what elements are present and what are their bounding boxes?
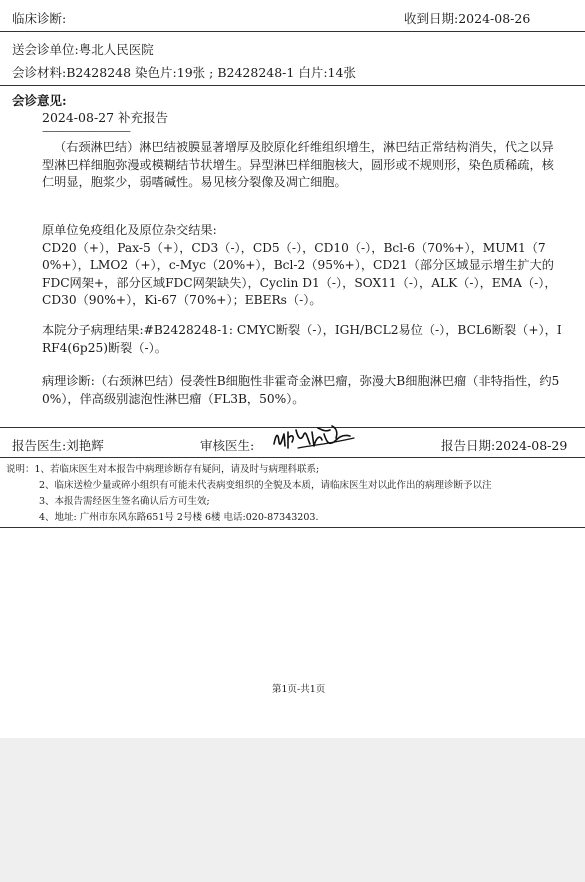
note-item: 说明：1、若临床医生对本报告中病理诊断存有疑问，请及时与病理科联系; <box>6 464 320 475</box>
divider <box>0 457 585 458</box>
ihc-section <box>42 222 562 310</box>
note-item: 2、临床送检少量或碎小组织有可能未代表病变组织的全貌及本质，请临床医生对以此作出的病理诊断予以注 <box>39 480 492 491</box>
molecular-results: 本院分子病理结果:#B2428248-1: CMYC断裂（-），IGH/BCL2易位（-），BCL6断裂（+），IRF4(6p25)断裂（-）。 <box>42 323 562 355</box>
opinion-label: 会诊意见: <box>12 93 67 108</box>
molecular-section <box>42 322 562 357</box>
report-notes <box>6 462 585 526</box>
divider <box>0 85 585 86</box>
note-item: 4、地址: 广州市东风东路651号 2号楼 6楼 电话:020-87343203. <box>39 512 319 523</box>
report-date: 报告日期:2024-08-29 <box>441 438 568 453</box>
submission-unit: 送会诊单位:粤北人民医院 <box>12 42 154 57</box>
reporting-doctor: 报告医生:刘艳辉 <box>12 438 104 453</box>
diagnosis-section <box>42 373 562 408</box>
clinical-diagnosis-label: 临床诊断: <box>12 11 67 26</box>
handwritten-signature <box>268 420 360 456</box>
pathology-diagnosis: 病理诊断:（右颈淋巴结）侵袭性B细胞性非霍奇金淋巴瘤，弥漫大B细胞淋巴瘤（非特指性，约50%），伴高级别滤泡性淋巴瘤（FL3B，50%）。 <box>42 374 560 406</box>
note-item: 3、本报告需经医生签名确认后方可生效; <box>39 496 210 507</box>
submission-materials: 会诊材料:B2428248 染色片:19张 ; B2428248-1 白片:14张 <box>12 65 356 80</box>
separator-dashes: ———————— <box>42 124 130 138</box>
viewer-background <box>0 738 585 882</box>
divider <box>0 527 585 528</box>
morphology-text: （右颈淋巴结）淋巴结被膜显著增厚及胶原化纤维组织增生，淋巴结正常结构消失，代之以异型淋巴样细胞弥漫或模糊结节状增生。异型淋巴样细胞核大，圆形或不规则形，染色质稀疏，核仁明显，胞浆少，弱嗜碱性。易见核分裂像及凋亡细胞。 <box>42 140 554 190</box>
supplement-report-line: 2024-08-27 补充报告 <box>42 110 169 125</box>
divider <box>0 31 585 32</box>
ihc-results: CD20（+），Pax-5（+），CD3（-），CD5（-），CD10（-），Bcl-6（70%+），MUM1（70%+），LMO2（+），c-Myc（20%+），Bcl-2（95%+），CD21（部分区域显示增生扩大的FDC网架+，部分区域FDC网架缺失），Cyclin D1（-），SOX11（-），ALK（-），EMA（-），CD30（90%+），Ki-67（70%+）；EBERs（-）。 <box>42 240 557 308</box>
morphology-description <box>42 139 564 192</box>
reviewing-doctor-label: 审核医生: <box>200 438 255 453</box>
page-number: 第1页-共1页 <box>272 684 326 695</box>
received-date: 收到日期:2024-08-26 <box>404 11 531 26</box>
ihc-title: 原单位免疫组化及原位杂交结果: <box>42 223 217 237</box>
